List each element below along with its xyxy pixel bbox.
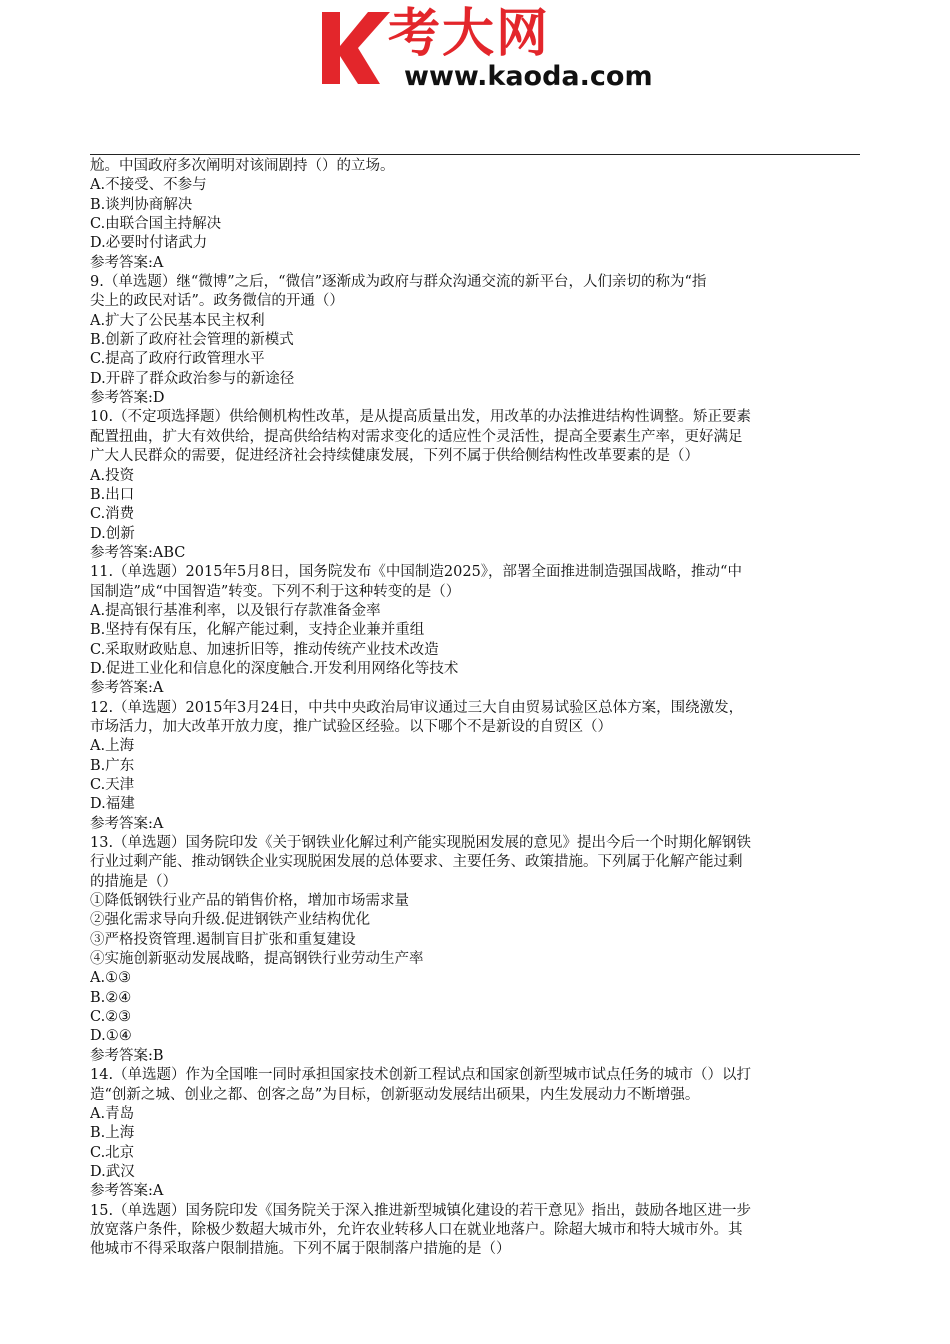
text-line: 造“创新之城、创业之都、创客之岛”为目标，创新驱动发展结出硕果，内生发展动力不断增强。 xyxy=(90,1086,700,1103)
text-line: 10.（不定项选择题）供给侧机构性改革，是从提高质量出发，用改革的办法推进结构性调整。矫正要素 xyxy=(90,409,752,426)
text-line: 参考答案:A xyxy=(90,815,164,832)
text-line: 14.（单选题）作为全国唯一同时承担国家技术创新工程试点和国家创新型城市试点任务的城市（）以打 xyxy=(90,1067,752,1084)
text-line: 11.（单选题）2015年5月8日，国务院发布《中国制造2025》，部署全面推进制造强国战略，推动“中 xyxy=(90,564,742,581)
text-line: C.北京 xyxy=(90,1144,135,1161)
text-line: A.扩大了公民基本民主权利 xyxy=(90,312,265,329)
text-line: ②强化需求导向升级.促进钢铁产业结构优化 xyxy=(90,912,371,929)
document-body xyxy=(90,157,860,1260)
text-line: D.福建 xyxy=(90,796,135,813)
text-line: 尬。中国政府多次阐明对该闹剧持（）的立场。 xyxy=(90,158,395,174)
text-line: B.坚持有保有压，化解产能过剩，支持企业兼并重组 xyxy=(90,622,425,639)
text-line: C.采取财政贴息、加速折旧等，推动传统产业技术改造 xyxy=(90,641,439,658)
logo-url: www.kaoda.com xyxy=(404,61,653,92)
text-line: C.②③ xyxy=(90,1009,132,1026)
text-line: 参考答案:ABC xyxy=(90,544,186,561)
text-line: 的措施是（） xyxy=(90,873,177,890)
text-line: 参考答案:A xyxy=(90,1183,164,1200)
text-line: A.上海 xyxy=(90,738,135,755)
text-line: A.青岛 xyxy=(90,1105,135,1122)
text-line: 他城市不得采取落户限制措施。下列不属于限制落户措施的是（） xyxy=(90,1241,511,1258)
text-line: ④实施创新驱动发展战略，提高钢铁行业劳动生产率 xyxy=(90,951,424,968)
text-line: A.提高银行基准利率，以及银行存款准备金率 xyxy=(90,602,381,619)
text-line: D.创新 xyxy=(90,525,135,542)
text-line: A.投资 xyxy=(90,467,135,484)
text-line: 9.（单选题）继“微博”之后，“微信”逐渐成为政府与群众沟通交流的新平台，人们亲切的称为“指 xyxy=(90,274,707,291)
text-line: B.②④ xyxy=(90,989,132,1006)
text-line: 放宽落户条件，除极少数超大城市外，允许农业转移人口在就业地落户。除超大城市和特大城市外。其 xyxy=(90,1221,743,1238)
kaoda-logo xyxy=(318,4,653,94)
text-line: B.出口 xyxy=(90,486,135,503)
text-line: 参考答案:A xyxy=(90,680,164,697)
text-line: B.谈判协商解决 xyxy=(90,196,193,213)
text-line: D.①④ xyxy=(90,1028,132,1045)
text-line: 行业过剩产能、推动钢铁企业实现脱困发展的总体要求、主要任务、政策措施。下列属于化解产能过剩 xyxy=(90,854,743,871)
text-line: C.由联合国主持解决 xyxy=(90,216,222,233)
header-divider xyxy=(90,154,860,155)
text-line: D.促进工业化和信息化的深度触合.开发利用网络化等技术 xyxy=(90,660,459,677)
text-line: C.消费 xyxy=(90,506,135,523)
text-line: A.①③ xyxy=(90,970,132,987)
text-line: D.开辟了群众政治参与的新途径 xyxy=(90,370,295,387)
text-line: 13.（单选题）国务院印发《关于钢铁业化解过利产能实现脱困发展的意见》提出今后一个时期化解钢铁 xyxy=(90,835,752,852)
text-line: D.武汉 xyxy=(90,1163,135,1180)
text-line: 参考答案:D xyxy=(90,390,165,407)
text-line: 广大人民群众的需要，促进经济社会持续健康发展，下列不属于供给侧结构性改革要素的是（） xyxy=(90,448,699,465)
text-line: 参考答案:B xyxy=(90,1047,164,1064)
text-line: ①降低钢铁行业产品的销售价格，增加市场需求量 xyxy=(90,893,409,910)
text-line: B.广东 xyxy=(90,757,135,774)
text-line: A.不接受、不参与 xyxy=(90,177,207,194)
text-line: C.天津 xyxy=(90,777,135,793)
logo-text: 考大网 xyxy=(388,4,551,64)
text-line: 参考答案:A xyxy=(90,254,164,271)
text-line: 12.（单选题）2015年3月24日，中共中央政治局审议通过三大自由贸易试验区总体方案，围绕激发， xyxy=(90,699,744,716)
text-line: 国制造”成“中国智造”转变。下列不利于这种转变的是（） xyxy=(90,583,461,600)
text-line: 市场活力，加大改革开放力度，推广试验区经验。以下哪个不是新设的自贸区（） xyxy=(90,718,612,735)
text-line: 15.（单选题）国务院印发《国务院关于深入推进新型城镇化建设的若干意见》指出，鼓励各地区进一步 xyxy=(90,1202,752,1219)
text-line: 配置扭曲，扩大有效供给，提高供给结构对需求变化的适应性个灵活性，提高全要素生产率，更好满足 xyxy=(90,428,743,445)
text-line: B.上海 xyxy=(90,1125,135,1142)
text-line: 尖上的政民对话”。政务微信的开通（） xyxy=(90,293,344,310)
text-line: B.创新了政府社会管理的新模式 xyxy=(90,332,294,349)
text-line: C.提高了政府行政管理水平 xyxy=(90,351,265,368)
text-line: D.必要时付诸武力 xyxy=(90,235,208,252)
text-line: ③严格投资管理.遏制盲目扩张和重复建设 xyxy=(90,931,356,948)
